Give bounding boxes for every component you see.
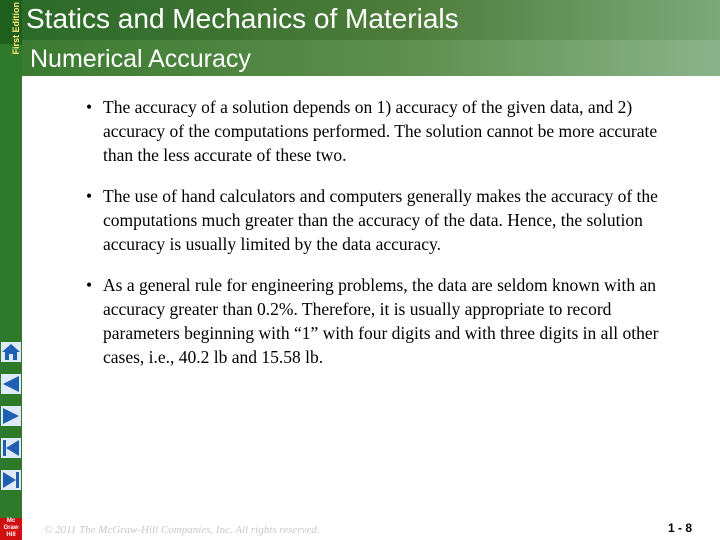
bullet-text: The use of hand calculators and computers generally makes the accuracy of the computations much greater than the accuracy of the data. Hence, the solution accuracy is usually limited by the data accuracy. <box>103 186 658 254</box>
home-icon[interactable] <box>1 342 21 362</box>
mcgraw-hill-logo <box>0 518 22 540</box>
edition-label: First Edition <box>11 2 21 55</box>
previous-icon[interactable] <box>1 374 21 394</box>
next-icon[interactable] <box>1 406 21 426</box>
bullet-text: The accuracy of a solution depends on 1) accuracy of the given data, and 2) accuracy of the computations performed. The solution cannot be more accurate than the less accurate of these two. <box>103 97 658 165</box>
subtitle-bar <box>22 40 720 76</box>
bullet-icon: • <box>86 186 93 206</box>
edition-badge <box>0 0 22 55</box>
list-item <box>86 184 676 256</box>
logo-text: Mc Graw Hill <box>3 518 19 538</box>
bullet-icon: • <box>86 275 93 295</box>
page-title: Statics and Mechanics of Materials <box>26 3 459 34</box>
list-item <box>86 95 676 167</box>
bullet-list <box>86 95 676 386</box>
title-bar <box>22 0 720 40</box>
slide-subtitle: Numerical Accuracy <box>30 45 251 73</box>
list-item <box>86 273 676 369</box>
copyright-notice: © 2011 The McGraw-Hill Companies, Inc. All rights reserved. <box>44 524 320 536</box>
sidebar <box>0 0 22 540</box>
page-number: 1 - 8 <box>667 521 692 535</box>
bullet-text: As a general rule for engineering problems, the data are seldom known with an accuracy greater than 0.2%. Therefore, it is usually appropriate to record parameters beginning with “1” with four digits and with three digits in all other cases, i.e., 40.2 lb and 15.58 lb. <box>103 275 659 367</box>
first-icon[interactable] <box>1 438 21 458</box>
last-icon[interactable] <box>1 470 21 490</box>
bullet-icon: • <box>86 97 93 117</box>
